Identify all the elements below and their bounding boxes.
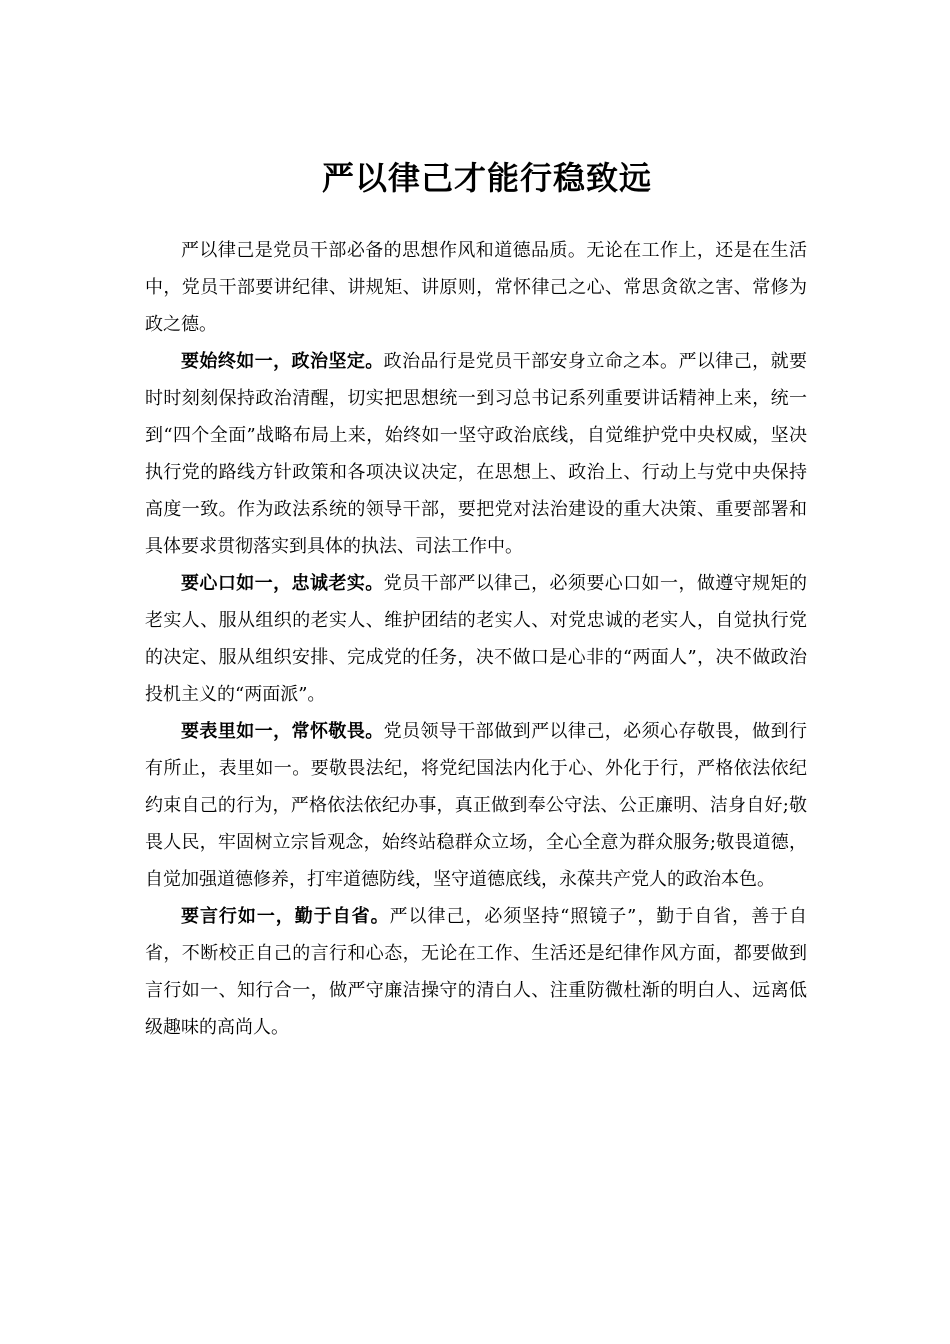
section-text-3: 党员领导干部做到严以律己，必须心存敬畏，做到行有所止，表里如一。要敬畏法纪，将党纪国法内化于心、外化于行，严格依法依纪约束自己的行为，严格依法依纪办事，真正做到奉公守法、公正廉明、洁身自好;敬畏人民，牢固树立宗旨观念，始终站稳群众立场，全心全意为群众服务;敬畏道德，自觉加强道德修养，打牢道德防线，坚守道德底线，永葆共产党人的政治本色。: [145, 721, 808, 890]
document-body: [145, 150, 807, 1046]
section-lead-1: 要始终如一，政治坚定。: [181, 351, 384, 372]
section-lead-3: 要表里如一，常怀敬畏。: [181, 721, 384, 742]
section-text-1: 政治品行是党员干部安身立命之本。严以律己，就要时时刻刻保持政治清醒，切实把思想统一到习总书记系列重要讲话精神上来，统一到“四个全面”战略布局上来，始终如一坚守政治底线，自觉维护党中央权威，坚决执行党的路线方针政策和各项决议决定，在思想上、政治上、行动上与党中央保持高度一致。作为政法系统的领导干部，要把党对法治建设的重大决策、重要部署和具体要求贯彻落实到具体的执法、司法工作中。: [145, 351, 808, 557]
section-lead-2: 要心口如一，忠诚老实。: [181, 573, 384, 594]
intro-paragraph: 严以律己是党员干部必备的思想作风和道德品质。无论在工作上，还是在生活中，党员干部要讲纪律、讲规矩、讲原则，常怀律己之心、常思贪欲之害、常修为政之德。: [145, 240, 807, 335]
section-paragraph-4: [145, 898, 807, 1046]
section-text-2: 党员干部严以律己，必须要心口如一，做遵守规矩的老实人、服从组织的老实人、维护团结的老实人、对党忠诚的老实人，自觉执行党的决定、服从组织安排、完成党的任务，决不做口是心非的“两面人”，决不做政治投机主义的“两面派”。: [145, 573, 808, 705]
section-text-4: 严以律己，必须坚持“照镜子”，勤于自省，善于自省，不断校正自己的言行和心态，无论在工作、生活还是纪律作风方面，都要做到言行如一、知行合一，做严守廉洁操守的清白人、注重防微杜渐的明白人、远离低级趣味的高尚人。: [145, 906, 807, 1038]
section-lead-4: 要言行如一，勤于自省。: [181, 906, 390, 927]
section-paragraph-3: [145, 713, 807, 898]
section-paragraph-2: [145, 565, 807, 713]
section-paragraph-1: [145, 343, 807, 565]
document-title: 严以律己才能行稳致远: [321, 159, 652, 197]
